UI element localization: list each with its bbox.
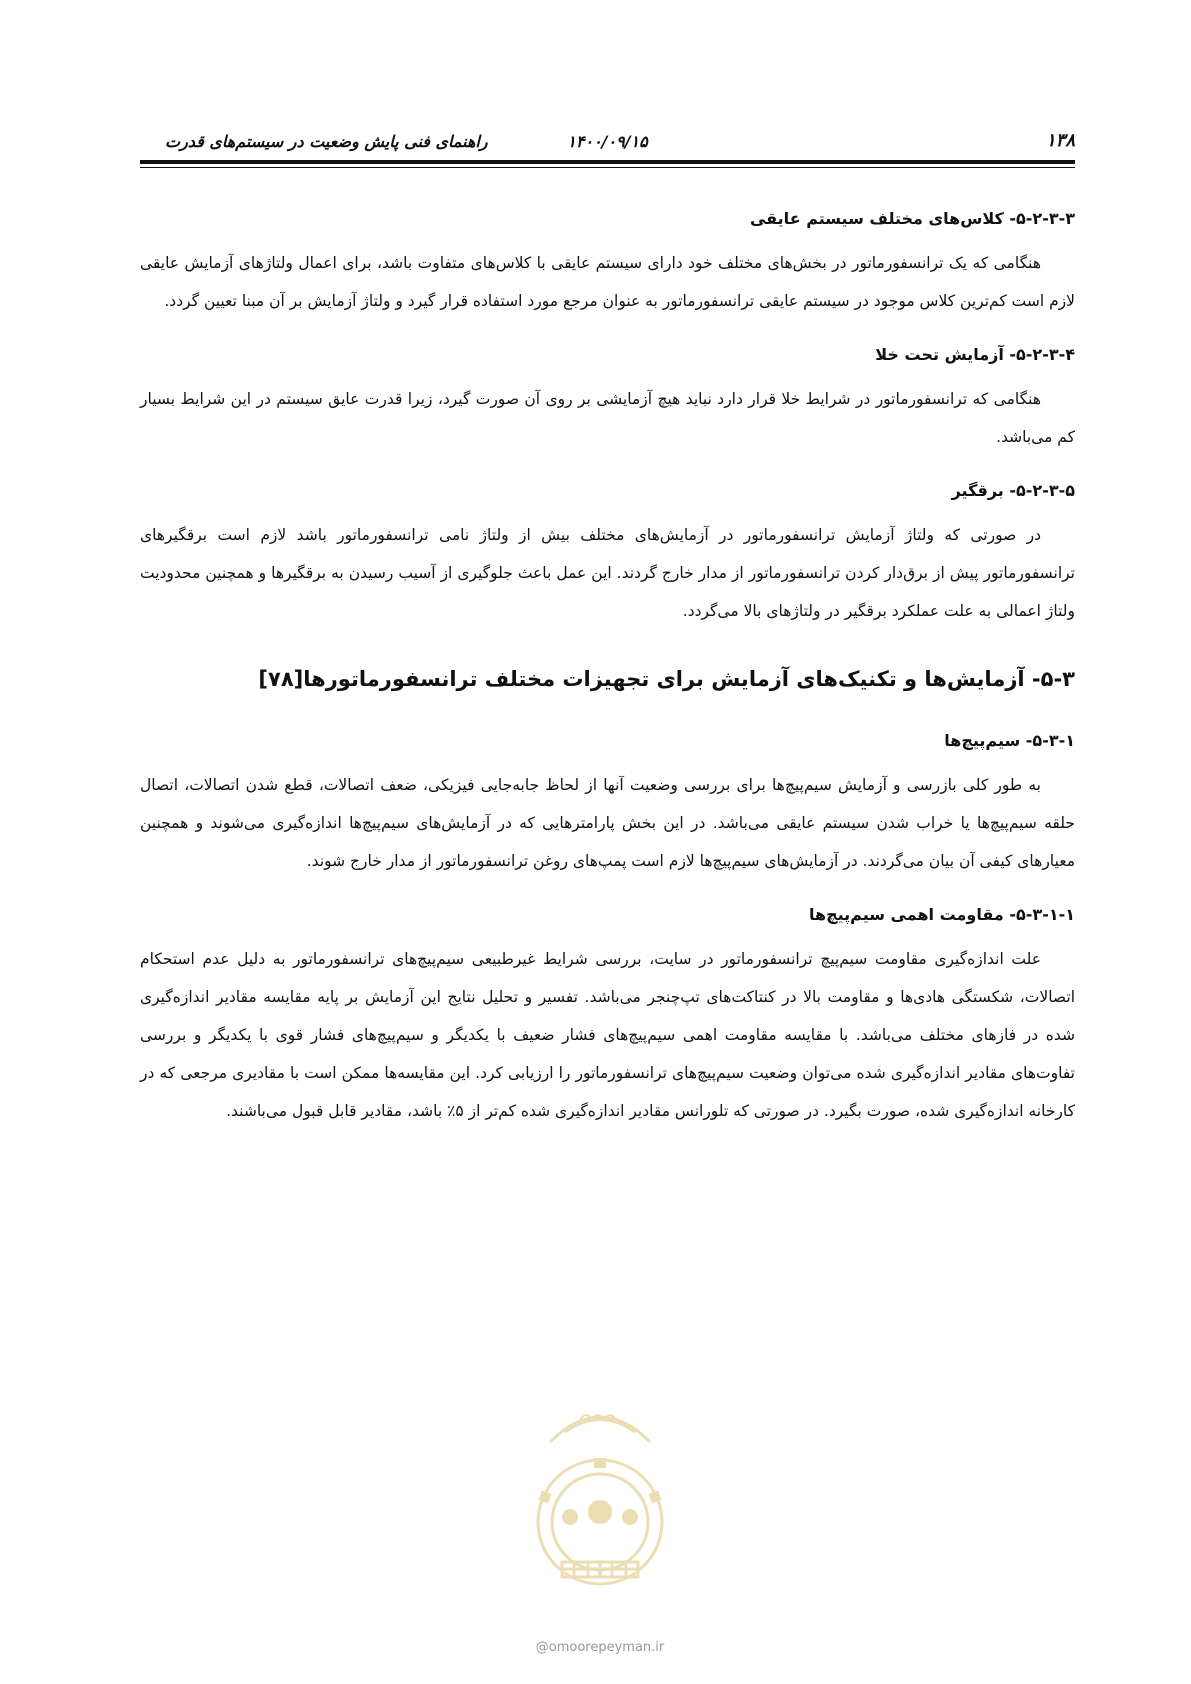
header-date: ۱۴۰۰/۰۹/۱۵ (567, 132, 648, 151)
watermark-url: @omoorepeyman.ir (535, 1640, 665, 1655)
header-title: راهنمای فنی پایش وضعیت در سیستم‌های قدرت (165, 132, 488, 151)
watermark-logo (510, 1372, 690, 1592)
page-header (140, 128, 1075, 154)
subsection-paragraph: به طور کلی بازرسی و آزمایش سیم‌پیچ‌ها برای بررسی وضعیت آنها از لحاظ جابه‌جایی فیزیکی، ضعف اتصالات، قطع شدن اتصالات، اتصال حلقه سیم‌پیچ‌ها یا خراب شدن سیستم عایقی می‌باشد. در این بخش پارامترهایی که در آزمایش‌های سیم‌پیچ‌ها اندازه‌گیری می‌شوند و همچنین معیارهای کیفی آن بیان می‌گردند. در آزمایش‌های سیم‌پیچ‌ها لازم است پمپ‌های روغن ترانسفورماتور از مدار خارج شوند. (140, 776, 1075, 870)
subsection-paragraph: علت اندازه‌گیری مقاومت سیم‌پیچ ترانسفورماتور در سایت، بررسی شرایط غیرطبیعی سیم‌پیچ‌های ترانسفورماتور به دلیل عدم استحکام اتصالات، شکستگی هادی‌ها و مقاومت بالا در کنتاکت‌های تپ‌چنجر می‌باشد. تفسیر و تحلیل نتایج این آزمایش بر پایه مقایسه مقادیر اندازه‌گیری شده در فازهای مختلف می‌باشد. با مقایسه مقاومت اهمی سیم‌پیچ‌های فشار ضعیف با یکدیگر و سیم‌پیچ‌های فشار قوی با یکدیگر و بررسی تفاوت‌های مقادیر اندازه‌گیری شده می‌توان وضعیت سیم‌پیچ‌های ترانسفورماتور را ارزیابی کرد. این مقایسه‌ها ممکن است با مقادیری مرجعی که در کارخانه اندازه‌گیری شده، صورت بگیرد. در صورتی که تلورانس مقادیر اندازه‌گیری شده کم‌تر از ۵٪ باشد، مقادیر قابل قبول می‌باشند. (140, 950, 1075, 1120)
section-heading: ۵-۲-۳-۵- برقگیر (951, 481, 1075, 500)
header-rule-thin (140, 167, 1075, 168)
subsection-heading: ۵-۳-۱- سیم‌پیچ‌ها (944, 731, 1075, 750)
section-heading: ۵-۲-۳-۳- کلاس‌های مختلف سیستم عایقی (749, 209, 1075, 228)
section-heading: ۵-۲-۳-۴- آزمایش تحت خلا (875, 345, 1075, 364)
page-number: ۱۳۸ (1045, 130, 1075, 151)
section-paragraph: هنگامی که ترانسفورماتور در شرایط خلا قرار دارد نباید هیچ آزمایشی بر روی آن صورت گیرد، زیرا قدرت عایق سیستم در این شرایط بسیار کم می‌باشد. (140, 390, 1075, 446)
subsection-heading: ۵-۳-۱-۱- مقاومت اهمی سیم‌پیچ‌ها (808, 905, 1075, 924)
page-content (140, 208, 1075, 1130)
section-paragraph: هنگامی که یک ترانسفورماتور در بخش‌های مختلف خود دارای سیستم عایقی با کلاس‌های متفاوت باشد، برای اعمال ولتاژهای آزمایش عایقی لازم است کم‌ترین کلاس موجود در سیستم عایقی ترانسفورماتور به عنوان مرجع مورد استفاده قرار گیرد و ولتاژ آزمایش بر آن مبنا تعیین گردد. (140, 254, 1075, 310)
header-rule-thick (140, 160, 1075, 164)
main-heading: ۵-۳- آزمایش‌ها و تکنیک‌های آزمایش برای تجهیزات مختلف ترانسفورماتورها[۷۸] (258, 667, 1075, 691)
section-paragraph: در صورتی که ولتاژ آزمایش ترانسفورماتور در آزمایش‌های مختلف بیش از ولتاژ نامی ترانسفورماتور باشد لازم است برقگیرهای ترانسفورماتور پیش از برق‌دار کردن ترانسفورماتور از مدار خارج گردند. این عمل باعث جلوگیری از آسیب رسیدن به برقگیرها و همچنین محدودیت ولتاژ اعمالی به علت عملکرد برقگیر در ولتاژهای بالا می‌گردد. (140, 526, 1075, 620)
